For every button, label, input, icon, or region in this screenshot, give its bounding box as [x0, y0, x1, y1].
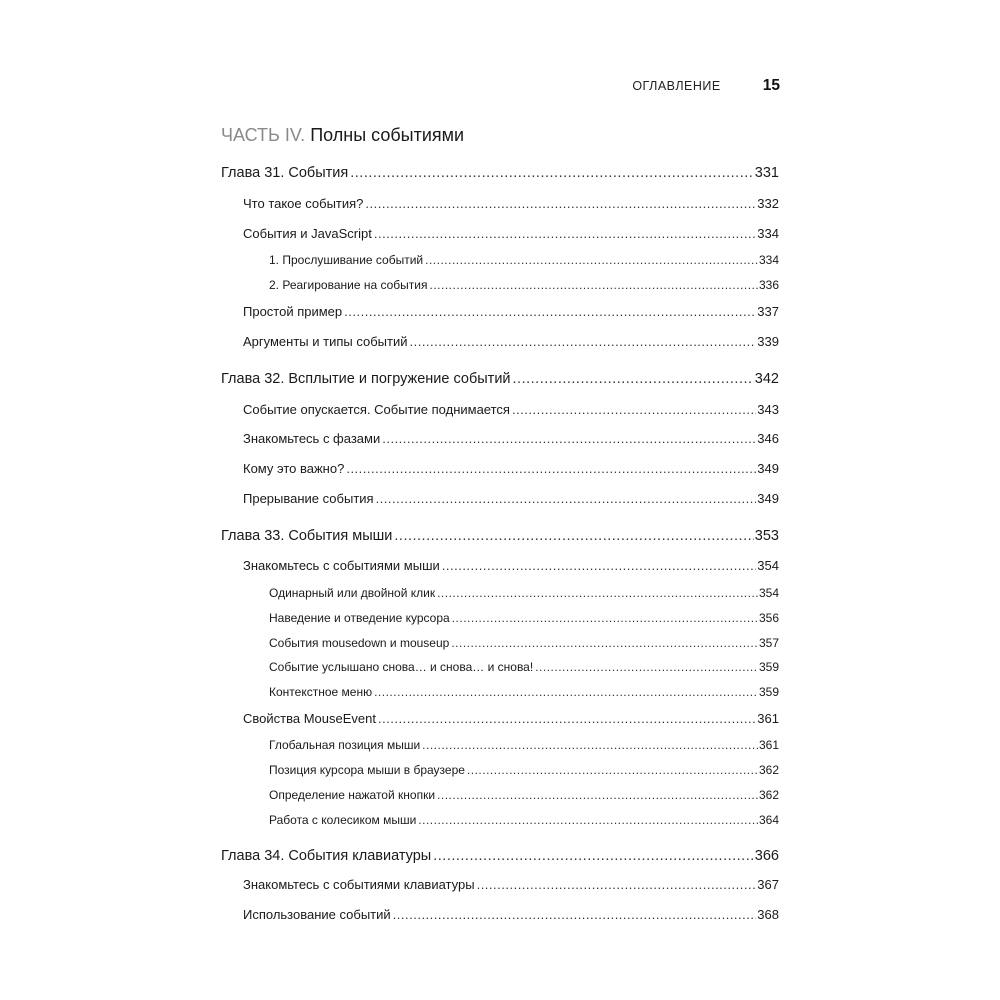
- toc-entry-title: Свойства MouseEvent: [243, 711, 376, 726]
- toc-subsection: [269, 788, 779, 802]
- toc-subsection: [269, 813, 779, 827]
- dot-leader: [409, 334, 756, 349]
- toc-section: [243, 907, 779, 922]
- toc-entry-page: 357: [758, 636, 779, 650]
- toc-entry-page: 334: [758, 253, 779, 267]
- dot-leader: [477, 877, 757, 892]
- toc-entry-title: Контекстное меню: [269, 685, 373, 699]
- toc-entry-page: 349: [757, 491, 779, 506]
- toc-entry-page: 366: [754, 848, 779, 864]
- dot-leader: [394, 528, 753, 544]
- toc-entry-title: Событие опускается. Событие поднимается: [243, 402, 510, 417]
- part-title: [221, 125, 464, 146]
- dot-leader: [422, 738, 758, 752]
- toc-chapter: [221, 528, 779, 544]
- dot-leader: [451, 636, 758, 650]
- toc-section: [243, 461, 779, 476]
- toc-entry-title: Знакомьтесь с событиями мыши: [243, 558, 440, 573]
- toc-entry-page: 368: [757, 907, 779, 922]
- toc-entry-page: 356: [758, 611, 779, 625]
- dot-leader: [382, 431, 756, 446]
- toc-entry-title: Работа с колесиком мыши: [269, 813, 417, 827]
- dot-leader: [365, 196, 756, 211]
- toc-entry-title: Что такое события?: [243, 196, 364, 211]
- dot-leader: [425, 253, 758, 267]
- dot-leader: [350, 165, 754, 181]
- toc-chapter: [221, 848, 779, 864]
- toc-subsection: [269, 685, 779, 699]
- toc-entry-title: Глобальная позиция мыши: [269, 738, 421, 752]
- toc-entry-title: События mousedown и mouseup: [269, 636, 450, 650]
- toc-subsection: [269, 586, 779, 600]
- toc-entry-title: Определение нажатой кнопки: [269, 788, 436, 802]
- toc-subsection: [269, 636, 779, 650]
- toc-chapter: [221, 371, 779, 387]
- toc-section: [243, 877, 779, 892]
- dot-leader: [374, 685, 758, 699]
- part-label: ЧАСТЬ IV.: [221, 125, 306, 145]
- dot-leader: [378, 711, 756, 726]
- toc-entry-title: Глава 31. События: [221, 165, 349, 181]
- toc-entry-title: Позиция курсора мыши в браузере: [269, 763, 465, 777]
- toc-section: [243, 558, 779, 573]
- dot-leader: [513, 371, 754, 387]
- toc-entry-page: 346: [757, 431, 779, 446]
- toc-entry-page: 343: [757, 402, 779, 417]
- dot-leader: [433, 848, 754, 864]
- toc-entry-page: 331: [754, 165, 779, 181]
- toc-subsection: [269, 611, 779, 625]
- toc-entry-page: 337: [757, 304, 779, 319]
- toc-section: [243, 304, 779, 319]
- dot-leader: [418, 813, 758, 827]
- toc-section: [243, 196, 779, 211]
- toc-entry-page: 334: [757, 226, 779, 241]
- toc-entry-page: 342: [754, 371, 779, 387]
- toc-entry-title: Знакомьтесь с фазами: [243, 431, 381, 446]
- toc-entry-page: 353: [754, 528, 779, 544]
- toc-entry-page: 364: [758, 813, 779, 827]
- toc-entry-title: Глава 32. Всплытие и погружение событий: [221, 371, 511, 387]
- dot-leader: [346, 461, 756, 476]
- page-header: [560, 77, 780, 95]
- toc-entry-title: Одинарный или двойной клик: [269, 586, 436, 600]
- toc-entry-page: 349: [757, 461, 779, 476]
- toc-section: [243, 711, 779, 726]
- toc-entry-page: 361: [758, 738, 779, 752]
- dot-leader: [452, 611, 758, 625]
- toc-section: [243, 334, 779, 349]
- toc-section: [243, 431, 779, 446]
- toc-section: [243, 226, 779, 241]
- toc-entry-title: Кому это важно?: [243, 461, 345, 476]
- toc-entry-page: 332: [757, 196, 779, 211]
- toc-section: [243, 402, 779, 417]
- toc-section: [243, 491, 779, 506]
- toc-entry-title: Событие услышано снова… и снова… и снова!: [269, 660, 534, 674]
- running-title: ОГЛАВЛЕНИЕ: [632, 79, 721, 93]
- toc-entry-page: 336: [758, 278, 779, 292]
- toc-entry-page: 361: [757, 711, 779, 726]
- toc-entry-page: 354: [758, 586, 779, 600]
- dot-leader: [437, 788, 758, 802]
- dot-leader: [393, 907, 757, 922]
- toc-entry-page: 362: [758, 763, 779, 777]
- toc-entry-title: Наведение и отведение курсора: [269, 611, 450, 625]
- toc-subsection: [269, 278, 779, 292]
- toc-entry-page: 362: [758, 788, 779, 802]
- toc-entry-page: 359: [758, 685, 779, 699]
- toc-subsection: [269, 253, 779, 267]
- toc-entry-page: 367: [757, 877, 779, 892]
- toc-entry-title: События и JavaScript: [243, 226, 372, 241]
- toc-entry-title: Знакомьтесь с событиями клавиатуры: [243, 877, 475, 892]
- dot-leader: [437, 586, 758, 600]
- toc-entry-title: Простой пример: [243, 304, 343, 319]
- dot-leader: [429, 278, 757, 292]
- toc-entry-title: Использование событий: [243, 907, 391, 922]
- dot-leader: [512, 402, 756, 417]
- toc-entry-title: Аргументы и типы событий: [243, 334, 408, 349]
- toc-subsection: [269, 660, 779, 674]
- toc-entry-title: Глава 33. События мыши: [221, 528, 393, 544]
- part-name: Полны событиями: [310, 125, 465, 145]
- dot-leader: [344, 304, 756, 319]
- toc-entry-page: 339: [757, 334, 779, 349]
- dot-leader: [467, 763, 758, 777]
- toc-entry-page: 354: [757, 558, 779, 573]
- toc-entry-page: 359: [758, 660, 779, 674]
- dot-leader: [376, 491, 757, 506]
- toc-subsection: [269, 738, 779, 752]
- toc-subsection: [269, 763, 779, 777]
- dot-leader: [374, 226, 756, 241]
- toc-entry-title: Глава 34. События клавиатуры: [221, 848, 432, 864]
- toc-entry-title: Прерывание события: [243, 491, 374, 506]
- toc-entry-title: 1. Прослушивание событий: [269, 253, 424, 267]
- toc-entry-title: 2. Реагирование на события: [269, 278, 428, 292]
- dot-leader: [535, 660, 758, 674]
- toc-chapter: [221, 165, 779, 181]
- dot-leader: [442, 558, 757, 573]
- page-number: 15: [762, 77, 780, 94]
